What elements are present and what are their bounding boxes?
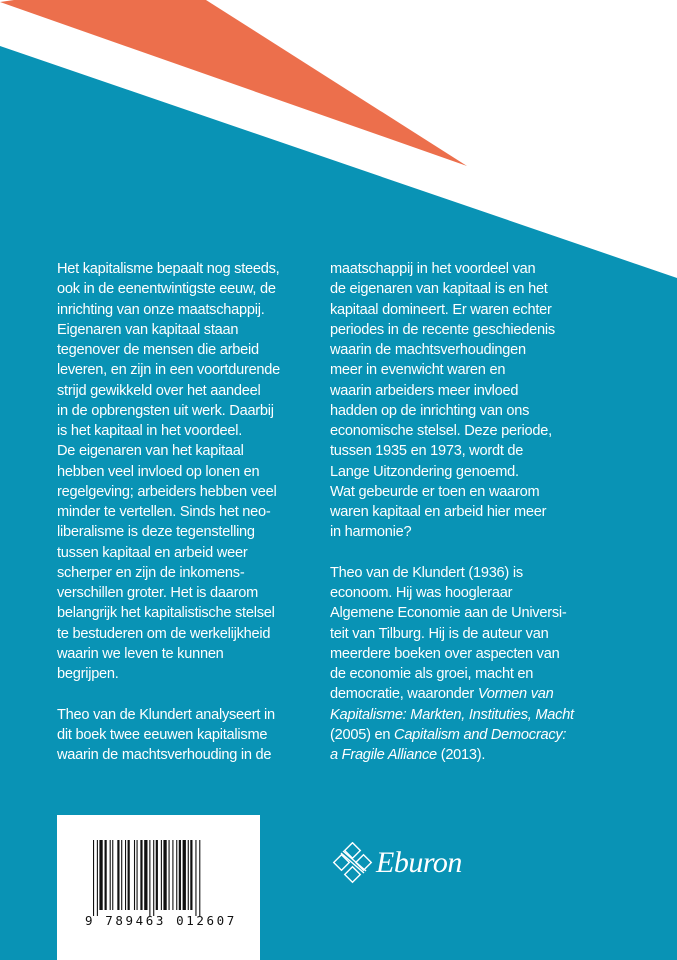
barcode-bar <box>149 840 150 916</box>
text-line: in de opbrengsten uit werk. Daarbij <box>57 402 274 419</box>
book-title: Kapitalisme: Markten, Instituties, Macht <box>330 706 574 723</box>
text-line: belangrijk het kapitalistische stelsel <box>57 605 275 622</box>
text-line: te bestuderen om de werkelijkheid <box>57 625 271 642</box>
text-line: Wat gebeurde er toen en waarom <box>330 483 540 500</box>
text-line: in harmonie? <box>330 524 412 541</box>
barcode-bar <box>110 840 111 910</box>
bio-line: econoom. Hij was hoogleraar <box>330 585 513 601</box>
book-title: Vormen van <box>477 686 554 703</box>
barcode-bar <box>137 840 138 910</box>
text-line: waarin de machtsverhoudingen <box>330 342 526 358</box>
bio-line: Theo van de Klundert (1936) is <box>330 564 523 581</box>
barcode-bar <box>105 840 107 910</box>
barcode-bar <box>156 840 158 910</box>
publisher-logo <box>332 842 462 884</box>
bio-text: (2005) en <box>330 726 395 743</box>
bio-line: teit van Tilburg. Hij is de auteur van <box>330 625 549 642</box>
barcode-bar <box>179 840 181 910</box>
text-line: regelgeving; arbeiders hebben veel <box>57 483 277 500</box>
bio-line <box>330 705 574 725</box>
text-line: hadden op de inrichting van ons <box>330 402 530 419</box>
barcode-bar <box>199 840 200 916</box>
text-line: strijd gewikkeld over het aandeel <box>57 382 261 399</box>
barcode-bar <box>112 840 113 910</box>
text-line: scherper en zijn de inkomens- <box>57 564 245 581</box>
barcode-bar <box>93 840 94 916</box>
barcode-bar <box>195 840 196 916</box>
book-title: a Fragile Alliance <box>330 747 437 763</box>
text-line: Lange Uitzondering genoemd. <box>330 463 519 480</box>
paragraph-gap <box>57 684 280 704</box>
text-line: liberalisme is deze tegenstelling <box>57 524 255 541</box>
text-line: Theo van de Klundert analyseert in <box>57 706 275 723</box>
barcode-bar <box>183 840 186 910</box>
bio-line: meerdere boeken over aspecten van <box>330 645 560 662</box>
text-line: economische stelsel. Deze periode, <box>330 423 552 439</box>
text-line: minder te vertellen. Sinds het neo- <box>57 504 271 520</box>
barcode-bar <box>153 840 154 916</box>
text-line: kapitaal domineert. Er waren echter <box>330 301 552 318</box>
barcode-bar <box>128 840 130 910</box>
barcode-bar <box>140 840 142 910</box>
barcode-bar <box>97 840 98 916</box>
text-line: de eigenaren van kapitaal is en het <box>330 281 548 298</box>
bio-text: (2013). <box>436 747 486 763</box>
diamond-lattice-logo-icon <box>332 842 374 884</box>
text-line: tussen 1935 en 1973, wordt de <box>330 443 524 460</box>
text-line: maatschappij in het voordeel van <box>330 261 536 277</box>
bio-text: democratie, waaronder <box>330 686 478 703</box>
barcode-bar <box>99 840 102 910</box>
barcode-bars <box>93 840 237 910</box>
barcode-bar <box>134 840 135 910</box>
barcode-bar <box>190 840 192 910</box>
bio-line <box>330 725 574 745</box>
barcode-bar <box>169 840 170 910</box>
text-line: leveren, en zijn in een voortdurende <box>57 362 281 379</box>
paragraph-gap <box>330 543 574 563</box>
text-line: dit boek twee eeuwen kapitalisme <box>57 726 268 743</box>
text-line: waren kapitaal en arbeid hier meer <box>330 504 547 520</box>
text-line: Het kapitalisme bepaalt nog steeds, <box>57 261 280 277</box>
text-line: verschillen groter. Het is daarom <box>57 585 259 601</box>
text-line: hebben veel invloed op lonen en <box>57 463 260 480</box>
right-text-column <box>330 259 574 765</box>
text-line: periodes in de recente geschiedenis <box>330 321 555 338</box>
bio-line: Algemene Economie aan de Universi- <box>330 605 567 622</box>
barcode-bar <box>117 840 119 910</box>
bio-line <box>330 684 574 704</box>
text-line: tussen kapitaal en arbeid weer <box>57 544 248 561</box>
text-line: begrijpen. <box>57 666 119 682</box>
bio-line: de economie als groei, macht en <box>330 666 534 682</box>
book-title: Capitalism and Democracy: <box>394 726 567 743</box>
barcode-bar <box>144 840 147 910</box>
text-line: tegenover de mensen die arbeid <box>57 342 259 358</box>
bio-line <box>330 745 574 765</box>
left-text-column <box>57 259 280 765</box>
isbn-number: 9 789463 012607 <box>85 913 237 928</box>
text-line: De eigenaren van het kapitaal <box>57 443 244 460</box>
text-line: waarin de machtsverhouding in de <box>57 747 272 763</box>
isbn-barcode <box>57 815 260 960</box>
barcode-bar <box>172 840 173 910</box>
barcode-bar <box>161 840 162 910</box>
text-line: is het kapitaal in het voordeel. <box>57 423 243 439</box>
text-line: Eigenaren van kapitaal staan <box>57 321 239 338</box>
publisher-name: Eburon <box>376 846 462 879</box>
text-line: ook in de eenentwintigste eeuw, de <box>57 281 276 298</box>
text-line: waarin arbeiders meer invloed <box>330 382 519 399</box>
text-line: meer in evenwicht waren en <box>330 362 506 379</box>
barcode-bar <box>121 840 122 910</box>
barcode-bar <box>176 840 177 910</box>
text-line: inrichting van onze maatschappij. <box>57 301 265 318</box>
barcode-bar <box>125 840 126 910</box>
barcode-bar <box>163 840 166 910</box>
text-line: waarin we leven te kunnen <box>57 645 224 662</box>
barcode-bar <box>188 840 189 910</box>
